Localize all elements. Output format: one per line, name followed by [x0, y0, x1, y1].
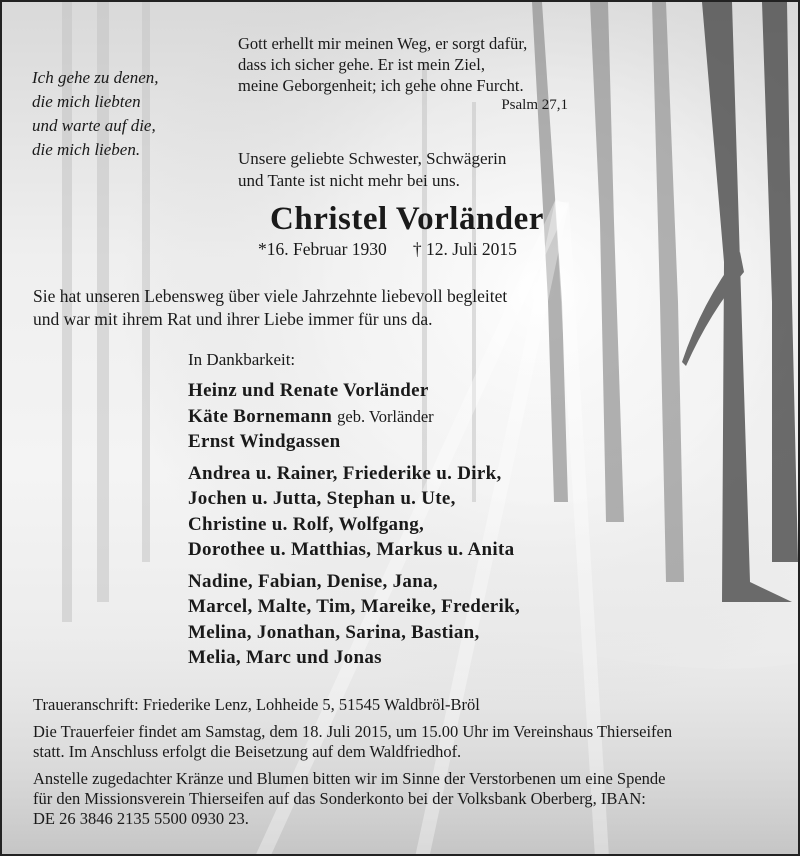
mourner-family — [188, 404, 520, 430]
donation-line: DE 26 3846 2135 5500 0930 23. — [33, 809, 249, 828]
motto-quote — [32, 66, 222, 162]
motto-line: die mich liebten — [32, 92, 141, 111]
mourning-address: Traueranschrift: Friederike Lenz, Lohheide 5, 51545 Waldbröl-Bröl — [33, 695, 480, 714]
psalm-line: meine Geborgenheit; ich gehe ohne Furcht. — [238, 76, 524, 95]
birth-date: *16. Februar 1930 — [258, 239, 387, 259]
motto-line: Ich gehe zu denen, — [32, 68, 159, 87]
psalm-line: Gott erhellt mir meinen Weg, er sorgt dafür, — [238, 34, 528, 53]
mourner-group-line: Nadine, Fabian, Denise, Jana, — [188, 570, 438, 592]
ceremony-info — [33, 722, 672, 762]
donation-line: für den Missionsverein Thierseifen auf das Sonderkonto bei der Volksbank Oberberg, IBAN: — [33, 789, 646, 808]
thanks-heading: In Dankbarkeit: — [188, 350, 296, 369]
ceremony-line: Die Trauerfeier findet am Samstag, dem 18. Juli 2015, um 15.00 Uhr im Vereinshaus Thierseifen — [33, 722, 673, 741]
mourner-group-line: Marcel, Malte, Tim, Mareike, Frederik, — [188, 596, 521, 617]
mourner-group-line: Melia, Marc und Jonas — [188, 647, 382, 668]
ceremony-line: statt. Im Anschluss erfolgt die Beisetzung auf dem Waldfriedhof. — [33, 742, 462, 761]
intro-line: Unsere geliebte Schwester, Schwägerin — [238, 149, 507, 168]
death-date: † 12. Juli 2015 — [412, 239, 517, 259]
psalm-reference: Psalm 27,1 — [501, 97, 568, 113]
motto-line: die mich lieben. — [32, 140, 141, 159]
motto-line: und warte auf die, — [32, 116, 156, 135]
footer-info — [33, 695, 672, 829]
mourner-group-line: Andrea u. Rainer, Friederike u. Dirk, — [188, 462, 502, 484]
psalm-quote — [238, 33, 568, 115]
mourner-family: Heinz und Renate Vorländer — [188, 380, 429, 401]
mourner-group-line: Melina, Jonathan, Sarina, Bastian, — [188, 621, 480, 643]
donation-line: Anstelle zugedachter Kränze und Blumen bitten wir im Sinne der Verstorbenen um eine Spende — [33, 769, 666, 788]
mourner-group-line: Jochen u. Jutta, Stephan u. Ute, — [188, 488, 456, 509]
mourner-family: Ernst Windgassen — [188, 431, 341, 452]
mourner-group-line: Christine u. Rolf, Wolfgang, — [188, 513, 425, 535]
intro-line: und Tante ist nicht mehr bei uns. — [238, 171, 460, 190]
maiden-name-note: geb. Vorländer — [337, 406, 434, 426]
psalm-line: dass ich sicher gehe. Er ist mein Ziel, — [238, 55, 485, 74]
mourner-name: Käte Bornemann — [188, 405, 333, 427]
tribute-line: Sie hat unseren Lebensweg über viele Jahrzehnte liebevoll begleitet — [33, 286, 508, 306]
mourners-list — [188, 350, 520, 671]
intro-text — [238, 148, 506, 192]
tribute-line: und war mit ihrem Rat und ihrer Liebe immer für uns da. — [33, 308, 433, 329]
deceased-name: Christel Vorländer — [270, 201, 544, 237]
life-dates — [258, 238, 517, 260]
donation-info — [33, 769, 672, 829]
tribute-message — [33, 285, 507, 330]
mourner-group-line: Dorothee u. Matthias, Markus u. Anita — [188, 539, 515, 560]
